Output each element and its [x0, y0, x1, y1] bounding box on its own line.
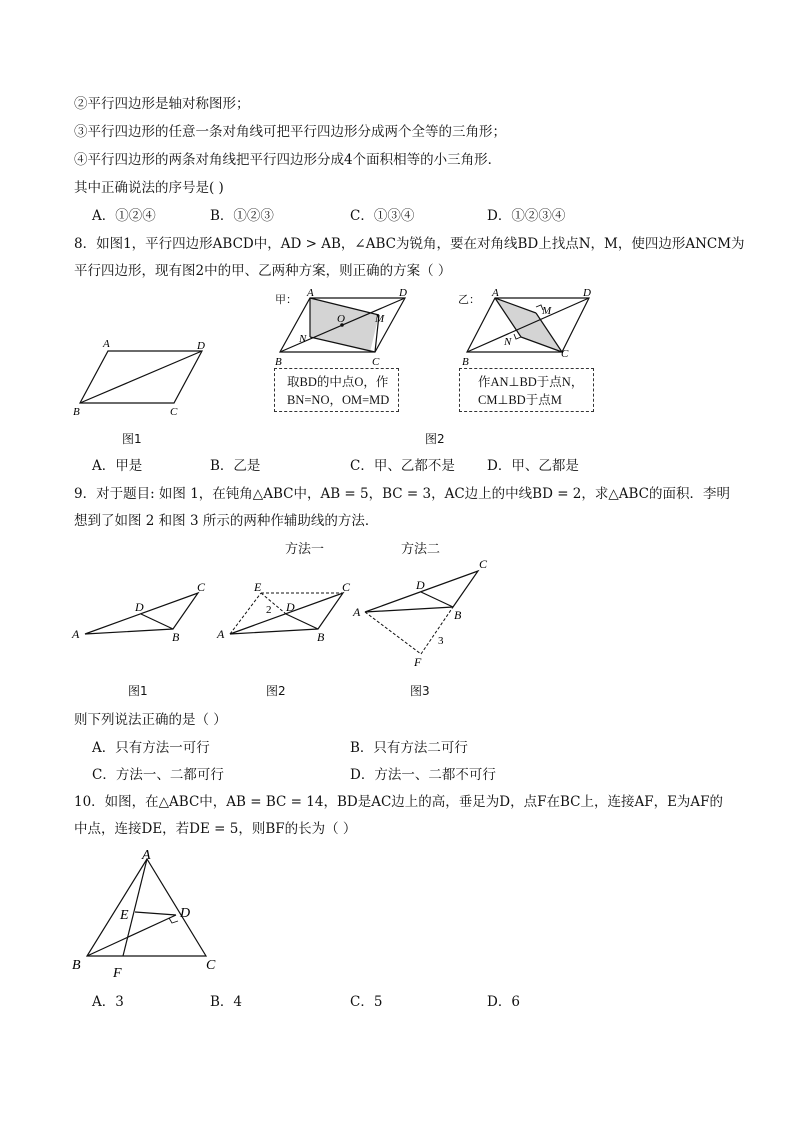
q9-stem-line2: 想到了如图 2 和图 3 所示的两种作辅助线的方法． [74, 513, 379, 529]
q8-plan-yi-box [459, 368, 594, 412]
q8-stem-line2: 平行四边形，现有图2中的甲、乙两种方案，则正确的方案（ ） [74, 263, 452, 279]
q10-option-c: C．5 [350, 994, 383, 1010]
q10-label-f: F [113, 966, 122, 981]
q8-option-b: B．乙是 [210, 458, 261, 474]
q9-fig3-label-c: C [479, 557, 488, 571]
q10-label-d: D [180, 906, 191, 921]
q9-fig3-label-f: F [414, 655, 422, 669]
q7-option-c: C．①③④ [350, 208, 415, 224]
q8-yi-label-b: B [462, 356, 469, 368]
q8-option-c: C．甲、乙都不是 [350, 458, 455, 474]
q8-figure1 [70, 335, 220, 420]
q8-figure2-jia [275, 285, 425, 368]
q8-fig1-label-d: D [197, 340, 205, 352]
q7-statement-4: ④平行四边形的两条对角线把平行四边形分成4个面积相等的小三角形． [74, 152, 502, 168]
q9-method2-heading: 方法二 [401, 542, 441, 557]
q9-prompt: 则下列说法正确的是（ ） [74, 712, 227, 728]
q9-option-a: A．只有方法一可行 [92, 740, 210, 756]
q8-fig2-caption: 图2 [425, 432, 445, 446]
q9-fig2-label-b: B [317, 630, 325, 644]
q7-statement-3: ③平行四边形的任意一条对角线可把平行四边形分成两个全等的三角形； [74, 124, 506, 140]
q8-plan-jia-box [274, 368, 399, 412]
q7-statement-2: ②平行四边形是轴对称图形； [74, 96, 250, 112]
q9-method1-heading: 方法一 [285, 542, 325, 557]
q7-prompt: 其中正确说法的序号是( ) [74, 180, 224, 196]
q8-yi-label-d: D [583, 287, 591, 299]
q8-plan-jia-text1: 取BD的中点O，作 [287, 375, 389, 389]
q9-fig1-label-d: D [135, 600, 144, 614]
q10-stem-line1: 10．如图，在△ABC中，AB = BC = 14，BD是AC边上的高，垂足为D，点F在BC上，连接AF，E为AF的 [74, 794, 724, 810]
q10-option-d: D．6 [487, 994, 520, 1010]
q9-fig3-label-b: B [454, 608, 462, 622]
q8-plan-jia-text2: BN=NO，OM=MD [287, 393, 390, 407]
q9-figure1 [70, 578, 215, 648]
q9-figure3 [350, 556, 500, 671]
q10-option-b: B．4 [210, 994, 243, 1010]
q9-fig1-label-c: C [197, 580, 206, 594]
q9-stem-line1: 9．对于题目: 如图 1，在钝角△ABC中，AB = 5，BC = 3，AC边上的中线BD = 2，求△ABC的面积．李明 [74, 486, 731, 502]
q8-fig1-label-c: C [170, 406, 178, 418]
q8-fig1-label-b: B [73, 406, 80, 418]
q10-stem-line2: 中点，连接DE，若DE = 5，则BF的长为（ ） [74, 821, 357, 837]
q8-jia-label-o: O [337, 313, 345, 325]
q8-option-a: A．甲是 [92, 458, 143, 474]
q8-jia-label-n: N [299, 333, 307, 345]
q7-option-d: D．①②③④ [487, 208, 566, 224]
q8-jia-label-m: M [375, 313, 385, 325]
q9-fig2-caption: 图2 [266, 684, 286, 698]
q8-option-d: D．甲、乙都是 [487, 458, 579, 474]
q9-fig2-label-d: D [286, 600, 295, 614]
q9-option-c: C．方法一、二都可行 [92, 767, 224, 783]
q10-label-e: E [120, 908, 129, 923]
q8-fig1-label-a: A [103, 338, 110, 350]
q9-fig3-label-d: D [416, 578, 425, 592]
q9-fig1-label-b: B [172, 630, 180, 644]
q8-plan-yi-text1: 作AN⊥BD于点N， [478, 375, 584, 389]
q9-fig2-label-a: A [217, 627, 225, 641]
q9-fig2-label-e: E [254, 580, 262, 594]
q8-plan-yi-text2: CM⊥BD于点M [478, 393, 562, 407]
q8-jia-label-b: B [275, 356, 282, 368]
q10-figure [70, 845, 230, 985]
q10-label-c: C [206, 958, 216, 973]
q8-jia-label-c: C [372, 356, 380, 368]
q10-label-a: A [142, 848, 151, 863]
q9-option-d: D．方法一、二都不可行 [350, 767, 496, 783]
q8-yi-label-a: A [492, 287, 499, 299]
q8-plan-jia-label: 甲： [275, 293, 297, 306]
q9-figure2 [215, 578, 365, 648]
q9-option-b: B．只有方法二可行 [350, 740, 468, 756]
q8-plan-yi-label: 乙： [458, 293, 480, 306]
q9-fig3-label-a: A [353, 605, 361, 619]
q8-yi-label-c: C [561, 348, 569, 360]
q8-jia-label-d: D [399, 287, 407, 299]
q9-fig3-label-3: 3 [438, 635, 444, 647]
q8-yi-label-n: N [504, 336, 512, 348]
q8-fig1-caption: 图1 [122, 432, 142, 446]
q8-stem-line1: 8．如图1，平行四边形ABCD中，AD > AB，∠ABC为锐角，要在对角线BD上找点N，M，使四边形ANCM为 [74, 236, 745, 252]
q9-fig1-caption: 图1 [128, 684, 148, 698]
q8-jia-label-a: A [307, 287, 314, 299]
q10-label-b: B [72, 958, 81, 973]
q8-figure2-yi [462, 285, 612, 368]
q9-fig3-caption: 图3 [410, 684, 430, 698]
q9-fig2-label-2: 2 [266, 604, 272, 616]
q7-option-a: A．①②④ [92, 208, 156, 224]
q7-option-b: B．①②③ [210, 208, 274, 224]
q8-yi-label-m: M [542, 305, 552, 317]
q10-option-a: A．3 [92, 994, 124, 1010]
q9-fig2-label-c: C [342, 580, 351, 594]
q9-fig1-label-a: A [72, 627, 80, 641]
